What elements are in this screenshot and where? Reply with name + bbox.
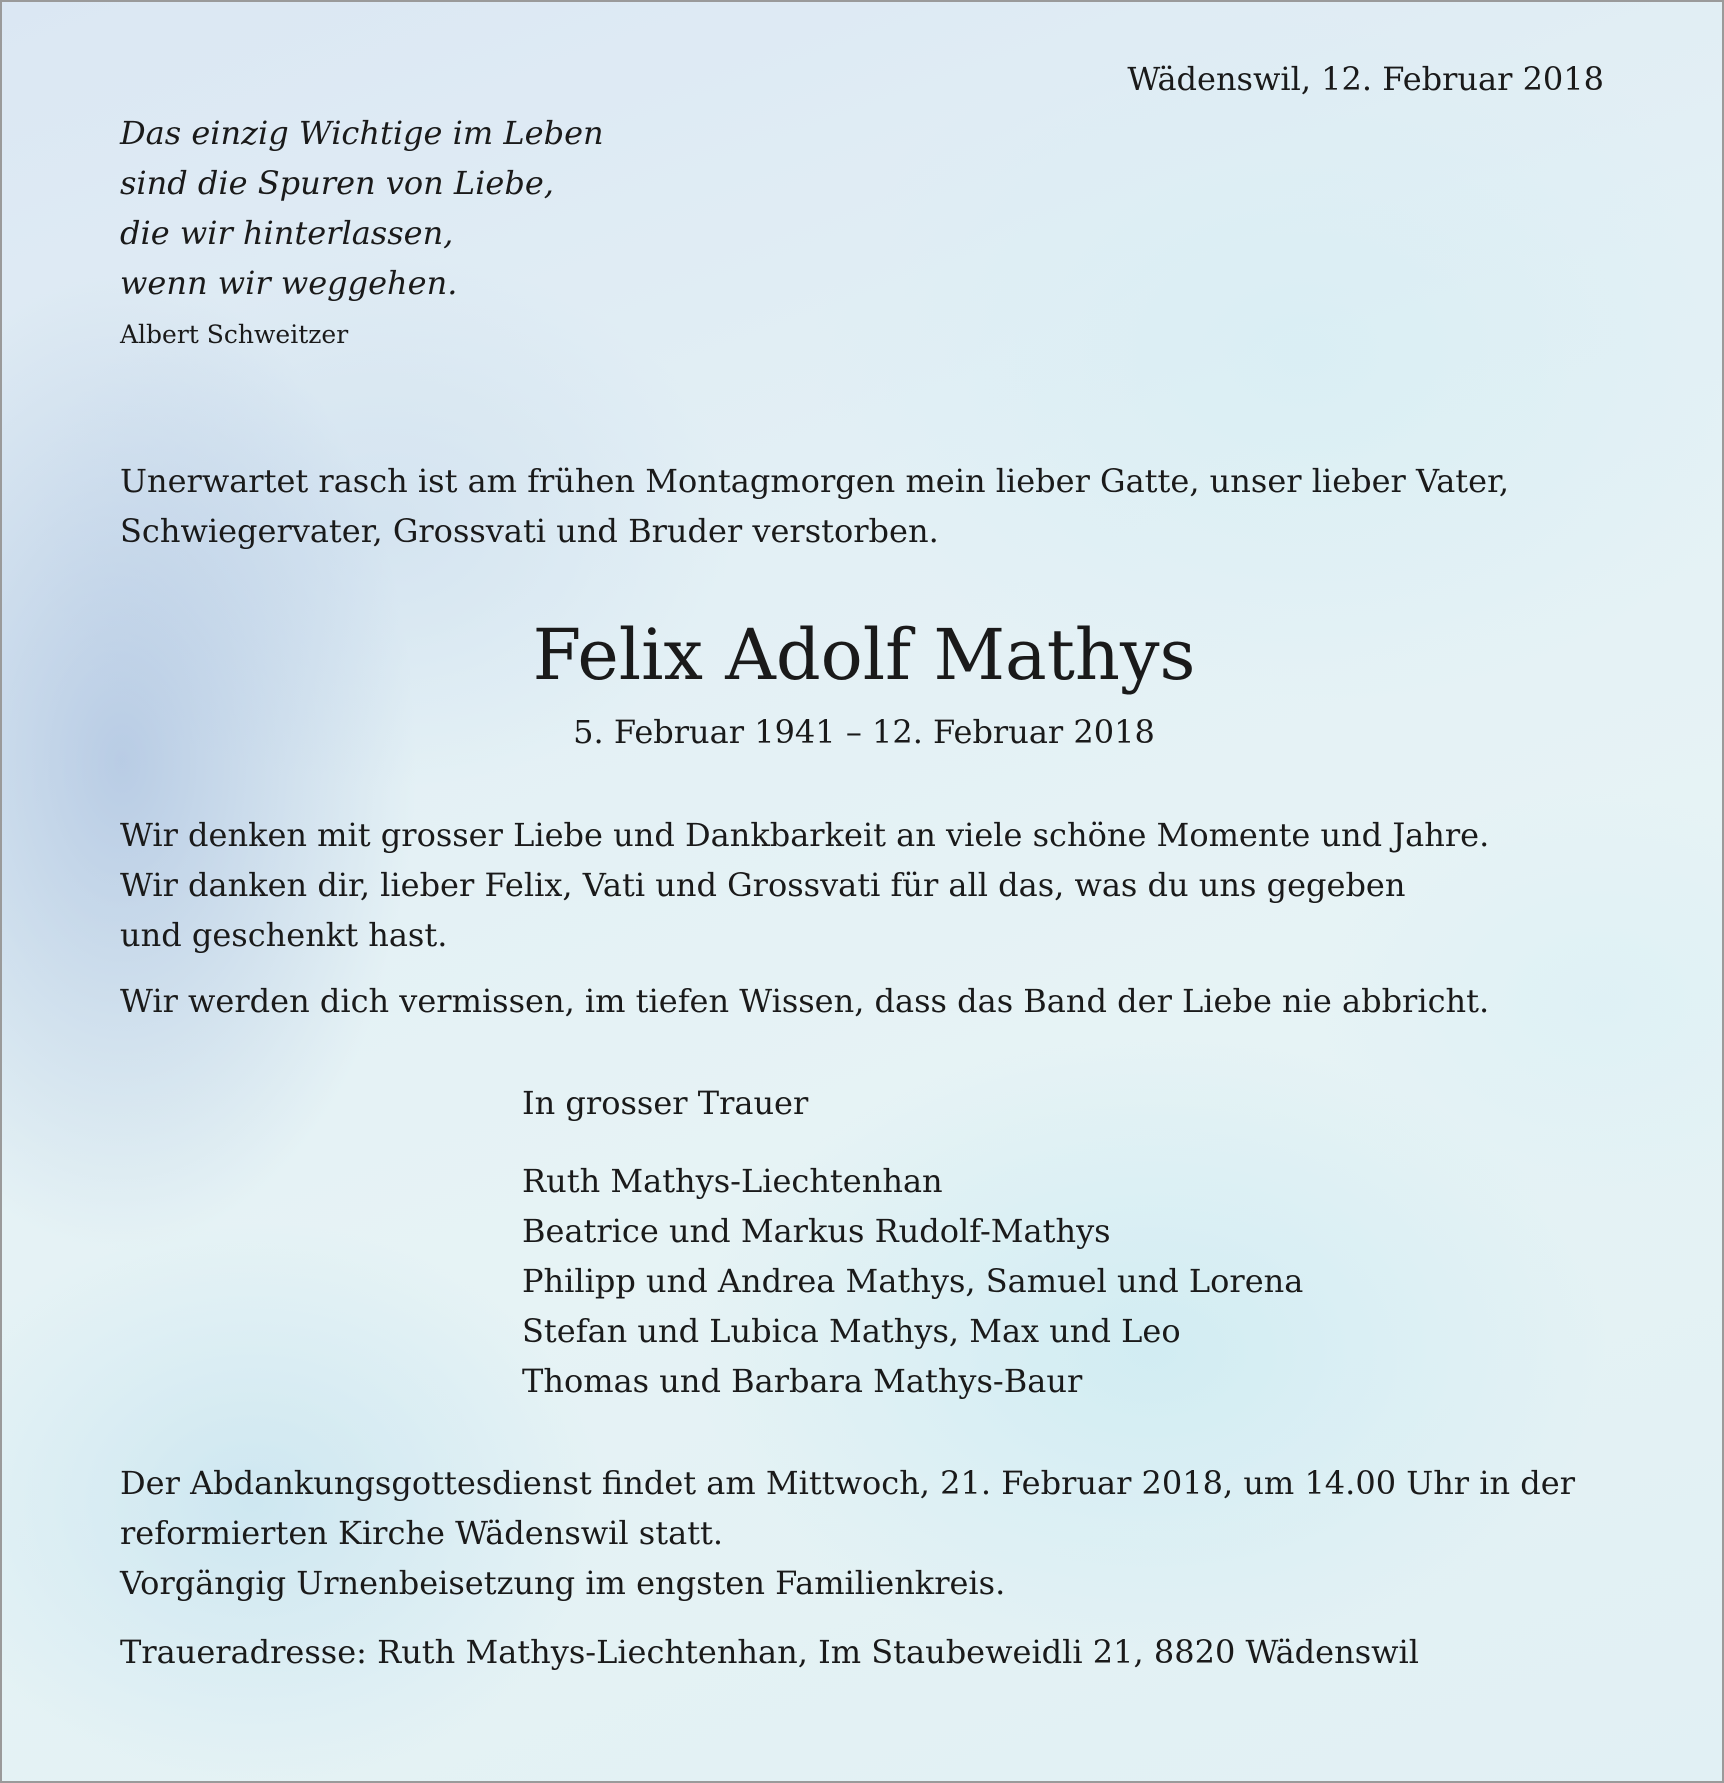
- mourners-heading: In grosser Trauer: [522, 1084, 809, 1122]
- tribute-paragraph: [120, 810, 1489, 960]
- tribute-line: Wir danken dir, lieber Felix, Vati und Grossvati für all das, was du uns gegeben: [120, 866, 1406, 904]
- service-line: Vorgängig Urnenbeisetzung im engsten Familienkreis.: [120, 1564, 1006, 1602]
- mourners-list: [522, 1156, 1303, 1406]
- dateline: Wädenswil, 12. Februar 2018: [1127, 60, 1604, 98]
- mourning-address: Traueradresse: Ruth Mathys-Liechtenhan, Im Staubeweidli 21, 8820 Wädenswil: [120, 1633, 1419, 1671]
- service-line: reformierten Kirche Wädenswil statt.: [120, 1514, 724, 1552]
- service-info: [120, 1458, 1575, 1608]
- mourner-name: Ruth Mathys-Liechtenhan: [522, 1162, 943, 1200]
- mourner-name: Philipp und Andrea Mathys, Samuel und Lorena: [522, 1262, 1304, 1300]
- quote-line: die wir hinterlassen,: [120, 214, 454, 252]
- mourner-name: Beatrice und Markus Rudolf-Mathys: [522, 1212, 1111, 1250]
- quote-line: wenn wir weggehen.: [120, 264, 458, 302]
- intro-paragraph: [120, 456, 1509, 556]
- mourner-name: Stefan und Lubica Mathys, Max und Leo: [522, 1312, 1181, 1350]
- service-line: Der Abdankungsgottesdienst findet am Mittwoch, 21. Februar 2018, um 14.00 Uhr in der: [120, 1464, 1575, 1502]
- quote-line: sind die Spuren von Liebe,: [120, 164, 554, 202]
- tribute-line: Wir denken mit grosser Liebe und Dankbarkeit an viele schöne Momente und Jahre.: [120, 816, 1490, 854]
- intro-line: Unerwartet rasch ist am frühen Montagmorgen mein lieber Gatte, unser lieber Vater,: [120, 462, 1510, 500]
- quote-line: Das einzig Wichtige im Leben: [120, 114, 604, 152]
- life-dates: 5. Februar 1941 – 12. Februar 2018: [573, 713, 1155, 751]
- deceased-name: Felix Adolf Mathys: [532, 614, 1196, 696]
- tribute-line: und geschenkt hast.: [120, 916, 448, 954]
- intro-line: Schwiegervater, Grossvati und Bruder verstorben.: [120, 512, 939, 550]
- mourner-name: Thomas und Barbara Mathys-Baur: [522, 1362, 1083, 1400]
- tribute-closing: Wir werden dich vermissen, im tiefen Wissen, dass das Band der Liebe nie abbricht.: [120, 982, 1490, 1020]
- quote: [120, 108, 604, 308]
- quote-author: Albert Schweitzer: [120, 320, 349, 349]
